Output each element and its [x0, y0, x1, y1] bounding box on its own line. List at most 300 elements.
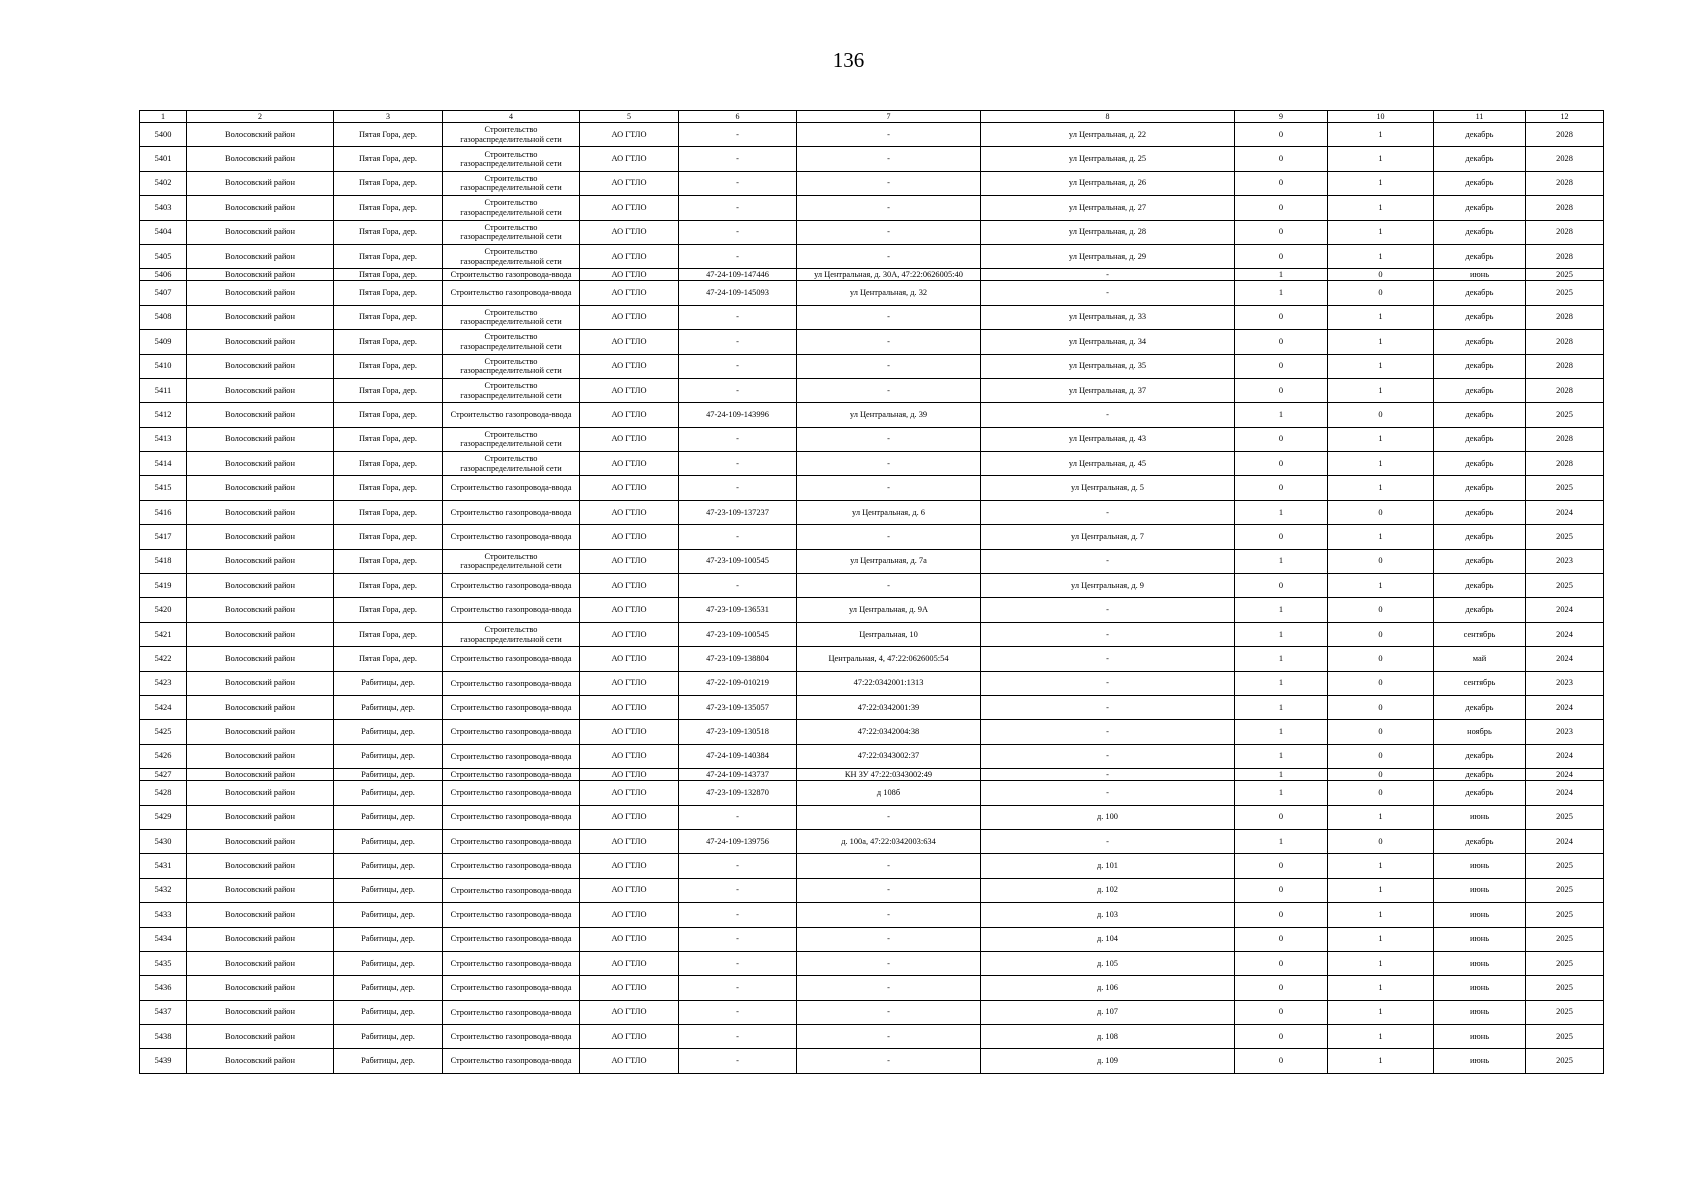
column-number-header: 12 [1526, 111, 1604, 123]
column-9-cell: 1 [1235, 281, 1328, 305]
column-9-cell: 0 [1235, 196, 1328, 220]
district-cell: Волосовский район [187, 574, 334, 598]
month-cell: декабрь [1434, 281, 1526, 305]
column-10-cell: 1 [1328, 1025, 1434, 1049]
work-type-cell: Строительство газораспределительной сети [443, 244, 580, 268]
column-9-cell: 0 [1235, 147, 1328, 171]
table-row [140, 1049, 1604, 1073]
table-row [140, 281, 1604, 305]
object-cell: - [797, 196, 981, 220]
organization-cell: АО ГТЛО [580, 829, 679, 853]
month-cell: сентябрь [1434, 622, 1526, 646]
settlement-cell: Рабитицы, дер. [334, 720, 443, 744]
column-9-cell: 0 [1235, 476, 1328, 500]
district-cell: Волосовский район [187, 549, 334, 573]
column-10-cell: 1 [1328, 354, 1434, 378]
contract-number-cell: - [679, 1025, 797, 1049]
address-cell: ул Центральная, д. 43 [981, 427, 1235, 451]
contract-number-cell: - [679, 805, 797, 829]
month-cell: декабрь [1434, 452, 1526, 476]
organization-cell: АО ГТЛО [580, 854, 679, 878]
year-cell: 2024 [1526, 744, 1604, 768]
column-9-cell: 1 [1235, 744, 1328, 768]
address-cell: ул Центральная, д. 9 [981, 574, 1235, 598]
address-cell: ул Центральная, д. 45 [981, 452, 1235, 476]
work-type-cell: Строительство газораспределительной сети [443, 220, 580, 244]
column-10-cell: 1 [1328, 147, 1434, 171]
object-cell: - [797, 354, 981, 378]
work-type-cell: Строительство газопровода-ввода [443, 574, 580, 598]
row-number-cell: 5409 [140, 330, 187, 354]
object-cell: - [797, 244, 981, 268]
year-cell: 2024 [1526, 781, 1604, 805]
table-row [140, 403, 1604, 427]
settlement-cell: Рабитицы, дер. [334, 854, 443, 878]
month-cell: декабрь [1434, 305, 1526, 329]
table-row [140, 427, 1604, 451]
district-cell: Волосовский район [187, 244, 334, 268]
month-cell: декабрь [1434, 574, 1526, 598]
month-cell: сентябрь [1434, 671, 1526, 695]
work-type-cell: Строительство газопровода-ввода [443, 927, 580, 951]
column-number-header: 3 [334, 111, 443, 123]
contract-number-cell: 47-24-109-143737 [679, 769, 797, 781]
district-cell: Волосовский район [187, 927, 334, 951]
organization-cell: АО ГТЛО [580, 269, 679, 281]
year-cell: 2028 [1526, 427, 1604, 451]
column-9-cell: 0 [1235, 525, 1328, 549]
settlement-cell: Рабитицы, дер. [334, 1049, 443, 1073]
address-cell: ул Центральная, д. 26 [981, 171, 1235, 195]
object-cell: - [797, 525, 981, 549]
year-cell: 2028 [1526, 171, 1604, 195]
column-9-cell: 1 [1235, 720, 1328, 744]
object-cell: - [797, 976, 981, 1000]
object-cell: - [797, 574, 981, 598]
work-type-cell: Строительство газопровода-ввода [443, 403, 580, 427]
table-row [140, 354, 1604, 378]
contract-number-cell: - [679, 330, 797, 354]
month-cell: декабрь [1434, 829, 1526, 853]
organization-cell: АО ГТЛО [580, 598, 679, 622]
column-number-header: 10 [1328, 111, 1434, 123]
organization-cell: АО ГТЛО [580, 805, 679, 829]
settlement-cell: Пятая Гора, дер. [334, 427, 443, 451]
column-9-cell: 1 [1235, 622, 1328, 646]
row-number-cell: 5400 [140, 123, 187, 147]
object-cell: ул Центральная, д. 9А [797, 598, 981, 622]
table-row [140, 549, 1604, 573]
table-row [140, 171, 1604, 195]
column-9-cell: 0 [1235, 1049, 1328, 1073]
column-number-header: 9 [1235, 111, 1328, 123]
row-number-cell: 5436 [140, 976, 187, 1000]
work-type-cell: Строительство газораспределительной сети [443, 622, 580, 646]
month-cell: декабрь [1434, 123, 1526, 147]
work-type-cell: Строительство газопровода-ввода [443, 976, 580, 1000]
table-row [140, 720, 1604, 744]
district-cell: Волосовский район [187, 1000, 334, 1024]
table-row [140, 878, 1604, 902]
settlement-cell: Рабитицы, дер. [334, 976, 443, 1000]
contract-number-cell: - [679, 171, 797, 195]
district-cell: Волосовский район [187, 354, 334, 378]
row-number-cell: 5439 [140, 1049, 187, 1073]
column-10-cell: 1 [1328, 171, 1434, 195]
district-cell: Волосовский район [187, 171, 334, 195]
district-cell: Волосовский район [187, 878, 334, 902]
row-number-cell: 5404 [140, 220, 187, 244]
work-type-cell: Строительство газопровода-ввода [443, 647, 580, 671]
object-cell: - [797, 903, 981, 927]
settlement-cell: Пятая Гора, дер. [334, 598, 443, 622]
contract-number-cell: - [679, 976, 797, 1000]
year-cell: 2024 [1526, 647, 1604, 671]
district-cell: Волосовский район [187, 720, 334, 744]
address-cell: ул Центральная, д. 22 [981, 123, 1235, 147]
column-10-cell: 0 [1328, 744, 1434, 768]
organization-cell: АО ГТЛО [580, 549, 679, 573]
table-row [140, 769, 1604, 781]
column-10-cell: 1 [1328, 378, 1434, 402]
year-cell: 2028 [1526, 330, 1604, 354]
year-cell: 2025 [1526, 574, 1604, 598]
organization-cell: АО ГТЛО [580, 927, 679, 951]
settlement-cell: Пятая Гора, дер. [334, 123, 443, 147]
district-cell: Волосовский район [187, 330, 334, 354]
year-cell: 2025 [1526, 878, 1604, 902]
column-9-cell: 1 [1235, 269, 1328, 281]
column-9-cell: 1 [1235, 500, 1328, 524]
district-cell: Волосовский район [187, 147, 334, 171]
work-type-cell: Строительство газопровода-ввода [443, 769, 580, 781]
column-9-cell: 0 [1235, 452, 1328, 476]
address-cell: ул Центральная, д. 29 [981, 244, 1235, 268]
work-type-cell: Строительство газораспределительной сети [443, 330, 580, 354]
month-cell: декабрь [1434, 220, 1526, 244]
month-cell: ноябрь [1434, 720, 1526, 744]
object-cell: - [797, 452, 981, 476]
settlement-cell: Пятая Гора, дер. [334, 500, 443, 524]
district-cell: Волосовский район [187, 281, 334, 305]
district-cell: Волосовский район [187, 525, 334, 549]
organization-cell: АО ГТЛО [580, 171, 679, 195]
table-row [140, 196, 1604, 220]
object-cell: - [797, 1049, 981, 1073]
district-cell: Волосовский район [187, 500, 334, 524]
contract-number-cell: 47-23-109-132870 [679, 781, 797, 805]
district-cell: Волосовский район [187, 220, 334, 244]
month-cell: декабрь [1434, 549, 1526, 573]
row-number-cell: 5425 [140, 720, 187, 744]
settlement-cell: Рабитицы, дер. [334, 927, 443, 951]
column-9-cell: 0 [1235, 171, 1328, 195]
object-cell: ул Центральная, д. 30А, 47:22:0626005:40 [797, 269, 981, 281]
month-cell: декабрь [1434, 330, 1526, 354]
month-cell: декабрь [1434, 354, 1526, 378]
organization-cell: АО ГТЛО [580, 281, 679, 305]
column-9-cell: 0 [1235, 976, 1328, 1000]
object-cell: - [797, 805, 981, 829]
year-cell: 2028 [1526, 354, 1604, 378]
year-cell: 2028 [1526, 244, 1604, 268]
address-cell: - [981, 829, 1235, 853]
year-cell: 2025 [1526, 1000, 1604, 1024]
year-cell: 2025 [1526, 403, 1604, 427]
work-type-cell: Строительство газораспределительной сети [443, 427, 580, 451]
contract-number-cell: - [679, 903, 797, 927]
settlement-cell: Пятая Гора, дер. [334, 269, 443, 281]
settlement-cell: Рабитицы, дер. [334, 781, 443, 805]
column-9-cell: 1 [1235, 781, 1328, 805]
work-type-cell: Строительство газораспределительной сети [443, 354, 580, 378]
object-cell: 47:22:0342001:39 [797, 695, 981, 719]
contract-number-cell: - [679, 244, 797, 268]
address-cell: д. 102 [981, 878, 1235, 902]
row-number-cell: 5421 [140, 622, 187, 646]
address-cell: д. 107 [981, 1000, 1235, 1024]
contract-number-cell: - [679, 354, 797, 378]
row-number-cell: 5419 [140, 574, 187, 598]
work-type-cell: Строительство газопровода-ввода [443, 281, 580, 305]
work-type-cell: Строительство газораспределительной сети [443, 196, 580, 220]
district-cell: Волосовский район [187, 976, 334, 1000]
work-type-cell: Строительство газопровода-ввода [443, 951, 580, 975]
work-type-cell: Строительство газораспределительной сети [443, 171, 580, 195]
month-cell: декабрь [1434, 598, 1526, 622]
page-number: 136 [832, 48, 865, 72]
column-number-header: 6 [679, 111, 797, 123]
settlement-cell: Пятая Гора, дер. [334, 244, 443, 268]
district-cell: Волосовский район [187, 403, 334, 427]
month-cell: декабрь [1434, 476, 1526, 500]
contract-number-cell: 47-23-109-137237 [679, 500, 797, 524]
object-cell: - [797, 220, 981, 244]
row-number-cell: 5402 [140, 171, 187, 195]
table-row [140, 744, 1604, 768]
work-type-cell: Строительство газопровода-ввода [443, 744, 580, 768]
settlement-cell: Пятая Гора, дер. [334, 476, 443, 500]
contract-number-cell: 47-23-109-130518 [679, 720, 797, 744]
year-cell: 2028 [1526, 378, 1604, 402]
table-row [140, 330, 1604, 354]
settlement-cell: Рабитицы, дер. [334, 769, 443, 781]
column-9-cell: 0 [1235, 903, 1328, 927]
contract-number-cell: - [679, 427, 797, 451]
work-type-cell: Строительство газораспределительной сети [443, 549, 580, 573]
year-cell: 2024 [1526, 598, 1604, 622]
object-cell: - [797, 476, 981, 500]
work-type-cell: Строительство газопровода-ввода [443, 805, 580, 829]
district-cell: Волосовский район [187, 269, 334, 281]
contract-number-cell: - [679, 951, 797, 975]
column-9-cell: 0 [1235, 574, 1328, 598]
object-cell: ул Центральная, д. 7а [797, 549, 981, 573]
column-10-cell: 1 [1328, 244, 1434, 268]
organization-cell: АО ГТЛО [580, 744, 679, 768]
settlement-cell: Пятая Гора, дер. [334, 147, 443, 171]
contract-number-cell: - [679, 123, 797, 147]
address-cell: - [981, 598, 1235, 622]
month-cell: июнь [1434, 903, 1526, 927]
month-cell: июнь [1434, 854, 1526, 878]
address-cell: ул Центральная, д. 33 [981, 305, 1235, 329]
row-number-cell: 5418 [140, 549, 187, 573]
address-cell: ул Центральная, д. 25 [981, 147, 1235, 171]
district-cell: Волосовский район [187, 1025, 334, 1049]
row-number-cell: 5433 [140, 903, 187, 927]
contract-number-cell: - [679, 1049, 797, 1073]
settlement-cell: Пятая Гора, дер. [334, 305, 443, 329]
column-10-cell: 1 [1328, 427, 1434, 451]
row-number-cell: 5405 [140, 244, 187, 268]
contract-number-cell: 47-23-109-100545 [679, 622, 797, 646]
column-9-cell: 1 [1235, 769, 1328, 781]
table-row [140, 147, 1604, 171]
settlement-cell: Рабитицы, дер. [334, 1025, 443, 1049]
column-10-cell: 0 [1328, 695, 1434, 719]
contract-number-cell: 47-23-109-135057 [679, 695, 797, 719]
year-cell: 2025 [1526, 1049, 1604, 1073]
work-type-cell: Строительство газопровода-ввода [443, 1025, 580, 1049]
district-cell: Волосовский район [187, 744, 334, 768]
district-cell: Волосовский район [187, 695, 334, 719]
month-cell: июнь [1434, 976, 1526, 1000]
column-number-row [140, 111, 1604, 123]
column-10-cell: 1 [1328, 196, 1434, 220]
row-number-cell: 5414 [140, 452, 187, 476]
month-cell: декабрь [1434, 196, 1526, 220]
contract-number-cell: - [679, 927, 797, 951]
month-cell: декабрь [1434, 781, 1526, 805]
row-number-cell: 5415 [140, 476, 187, 500]
settlement-cell: Пятая Гора, дер. [334, 525, 443, 549]
settlement-cell: Пятая Гора, дер. [334, 281, 443, 305]
data-table [139, 110, 1604, 1074]
settlement-cell: Рабитицы, дер. [334, 805, 443, 829]
organization-cell: АО ГТЛО [580, 196, 679, 220]
table-row [140, 927, 1604, 951]
work-type-cell: Строительство газораспределительной сети [443, 305, 580, 329]
year-cell: 2024 [1526, 695, 1604, 719]
table-row [140, 781, 1604, 805]
district-cell: Волосовский район [187, 903, 334, 927]
object-cell: 47:22:0342001:1313 [797, 671, 981, 695]
month-cell: декабрь [1434, 147, 1526, 171]
row-number-cell: 5410 [140, 354, 187, 378]
column-10-cell: 0 [1328, 500, 1434, 524]
district-cell: Волосовский район [187, 476, 334, 500]
column-10-cell: 1 [1328, 452, 1434, 476]
row-number-cell: 5403 [140, 196, 187, 220]
settlement-cell: Пятая Гора, дер. [334, 452, 443, 476]
month-cell: июнь [1434, 269, 1526, 281]
column-9-cell: 1 [1235, 403, 1328, 427]
year-cell: 2024 [1526, 622, 1604, 646]
month-cell: июнь [1434, 1025, 1526, 1049]
contract-number-cell: 47-22-109-010219 [679, 671, 797, 695]
district-cell: Волосовский район [187, 598, 334, 622]
column-10-cell: 1 [1328, 525, 1434, 549]
contract-number-cell: - [679, 476, 797, 500]
work-type-cell: Строительство газопровода-ввода [443, 476, 580, 500]
address-cell: - [981, 500, 1235, 524]
column-10-cell: 0 [1328, 598, 1434, 622]
contract-number-cell: - [679, 525, 797, 549]
column-10-cell: 0 [1328, 403, 1434, 427]
column-10-cell: 1 [1328, 123, 1434, 147]
month-cell: декабрь [1434, 244, 1526, 268]
column-9-cell: 0 [1235, 927, 1328, 951]
column-10-cell: 0 [1328, 720, 1434, 744]
column-number-header: 4 [443, 111, 580, 123]
object-cell: ул Центральная, д. 32 [797, 281, 981, 305]
year-cell: 2028 [1526, 305, 1604, 329]
contract-number-cell: - [679, 378, 797, 402]
contract-number-cell: 47-24-109-147446 [679, 269, 797, 281]
year-cell: 2025 [1526, 903, 1604, 927]
table-row [140, 854, 1604, 878]
work-type-cell: Строительство газопровода-ввода [443, 903, 580, 927]
contract-number-cell: - [679, 196, 797, 220]
year-cell: 2025 [1526, 951, 1604, 975]
row-number-cell: 5428 [140, 781, 187, 805]
column-9-cell: 1 [1235, 549, 1328, 573]
row-number-cell: 5438 [140, 1025, 187, 1049]
settlement-cell: Пятая Гора, дер. [334, 220, 443, 244]
table-row [140, 244, 1604, 268]
settlement-cell: Рабитицы, дер. [334, 671, 443, 695]
column-9-cell: 1 [1235, 829, 1328, 853]
address-cell: д. 101 [981, 854, 1235, 878]
table-row [140, 378, 1604, 402]
table-row [140, 903, 1604, 927]
object-cell: КН ЗУ 47:22:0343002:49 [797, 769, 981, 781]
column-9-cell: 0 [1235, 330, 1328, 354]
column-10-cell: 0 [1328, 829, 1434, 853]
row-number-cell: 5427 [140, 769, 187, 781]
address-cell: - [981, 744, 1235, 768]
row-number-cell: 5413 [140, 427, 187, 451]
column-10-cell: 1 [1328, 476, 1434, 500]
work-type-cell: Строительство газопровода-ввода [443, 671, 580, 695]
column-10-cell: 1 [1328, 903, 1434, 927]
district-cell: Волосовский район [187, 378, 334, 402]
district-cell: Волосовский район [187, 951, 334, 975]
settlement-cell: Пятая Гора, дер. [334, 574, 443, 598]
table-row [140, 574, 1604, 598]
object-cell: Центральная, 4, 47:22:0626005:54 [797, 647, 981, 671]
address-cell: - [981, 281, 1235, 305]
year-cell: 2025 [1526, 269, 1604, 281]
table-row [140, 647, 1604, 671]
organization-cell: АО ГТЛО [580, 476, 679, 500]
table-row [140, 476, 1604, 500]
column-number-header: 8 [981, 111, 1235, 123]
year-cell: 2028 [1526, 452, 1604, 476]
contract-number-cell: 47-24-109-143996 [679, 403, 797, 427]
organization-cell: АО ГТЛО [580, 622, 679, 646]
address-cell: д. 103 [981, 903, 1235, 927]
work-type-cell: Строительство газораспределительной сети [443, 378, 580, 402]
contract-number-cell: - [679, 220, 797, 244]
address-cell: ул Центральная, д. 35 [981, 354, 1235, 378]
column-10-cell: 1 [1328, 574, 1434, 598]
table-row [140, 525, 1604, 549]
district-cell: Волосовский район [187, 452, 334, 476]
column-9-cell: 1 [1235, 647, 1328, 671]
address-cell: д. 108 [981, 1025, 1235, 1049]
